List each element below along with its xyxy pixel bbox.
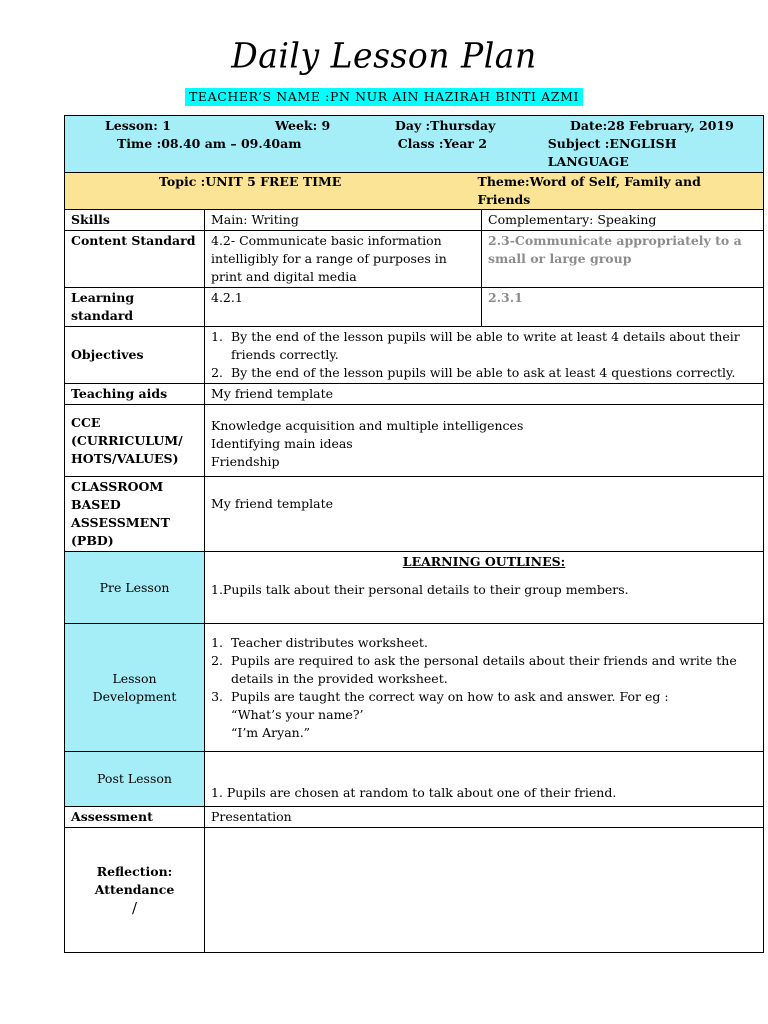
learning-standard-label: Learning standard [65,288,205,327]
skills-complementary: Complementary: Speaking [482,210,764,231]
objective-item: 1. By the end of the lesson pupils will be able to write at least 4 details about their friends correctly. [227,328,757,364]
pre-lesson-text: 1.Pupils talk about their personal details to their group members. [211,582,629,597]
topic: Topic :UNIT 5 FREE TIME [159,174,342,189]
content-standard-label: Content Standard [65,231,205,288]
example-question: “What’s your name?’ [231,706,364,722]
example-answer: “I’m Aryan.” [231,724,311,740]
content-standard-main: 4.2- Communicate basic information intelligibly for a range of purposes in print and digital media [205,231,482,288]
lesson-date: Date:28 February, 2019 [570,118,734,133]
cce-line: Identifying main ideas [211,436,353,451]
reflection-row [65,828,764,953]
lesson-time: Time :08.40 am – 09.40am [117,136,302,151]
lesson-subject: Subject :ENGLISH LANGUAGE [547,136,677,169]
content-standard-row [65,231,764,288]
teaching-aids-row [65,384,764,405]
pre-lesson-row [65,552,764,624]
header-row [65,116,764,173]
page-title: Daily Lesson Plan [231,35,537,76]
pbd-value: My friend template [205,477,764,552]
lesson-number: Lesson: 1 [105,118,171,133]
assessment-row [65,807,764,828]
objectives-label: Objectives [65,327,205,384]
pbd-label: CLASSROOM BASED ASSESSMENT (PBD) [65,477,205,552]
learning-standard-main: 4.2.1 [205,288,482,327]
teaching-aids-value: My friend template [205,384,764,405]
attendance-slash: / [131,899,138,917]
content-standard-comp: 2.3-Communicate appropriately to a small or large group [482,231,764,288]
pre-lesson-label: Pre Lesson [65,552,205,624]
topic-row [65,173,764,210]
development-step: 1. Teacher distributes worksheet. [227,634,757,652]
cce-line: Friendship [211,454,280,469]
teaching-aids-label: Teaching aids [65,384,205,405]
lesson-class: Class :Year 2 [397,136,488,151]
skills-main: Main: Writing [205,210,482,231]
reflection-notes [205,828,764,953]
development-step: 2. Pupils are required to ask the personal details about their friends and write the details in the provided worksheet. [227,652,757,688]
lesson-development-label: Lesson Development [65,624,205,752]
theme: Theme:Word of Self, Family and Friends [477,174,701,207]
cce-line: Knowledge acquisition and multiple intelligences [211,418,524,433]
learning-standard-comp: 2.3.1 [482,288,764,327]
assessment-value: Presentation [205,807,764,828]
post-lesson-label: Post Lesson [65,752,205,807]
post-lesson-text: 1. Pupils are chosen at random to talk about one of their friend. [205,752,764,807]
learning-outlines-heading: LEARNING OUTLINES: [402,554,566,569]
reflection-label: Reflection: Attendance [94,864,175,897]
objective-item: 2. By the end of the lesson pupils will be able to ask at least 4 questions correctly. [227,364,757,382]
teacher-name: TEACHER’S NAME :PN NUR AIN HAZIRAH BINTI AZMI [185,88,583,106]
lesson-development-row [65,624,764,752]
learning-standard-row [65,288,764,327]
lesson-day: Day :Thursday [395,118,496,133]
post-lesson-row [65,752,764,807]
lesson-plan-table [64,115,764,953]
objectives-row [65,327,764,384]
pbd-row [65,477,764,552]
development-step: 3. Pupils are taught the correct way on how to ask and answer. For eg : [227,688,757,706]
assessment-label: Assessment [65,807,205,828]
week-number: Week: 9 [275,118,331,133]
cce-row [65,405,764,477]
skills-label: Skills [65,210,205,231]
cce-label: CCE (CURRICULUM/ HOTS/VALUES) [65,405,205,477]
skills-row [65,210,764,231]
